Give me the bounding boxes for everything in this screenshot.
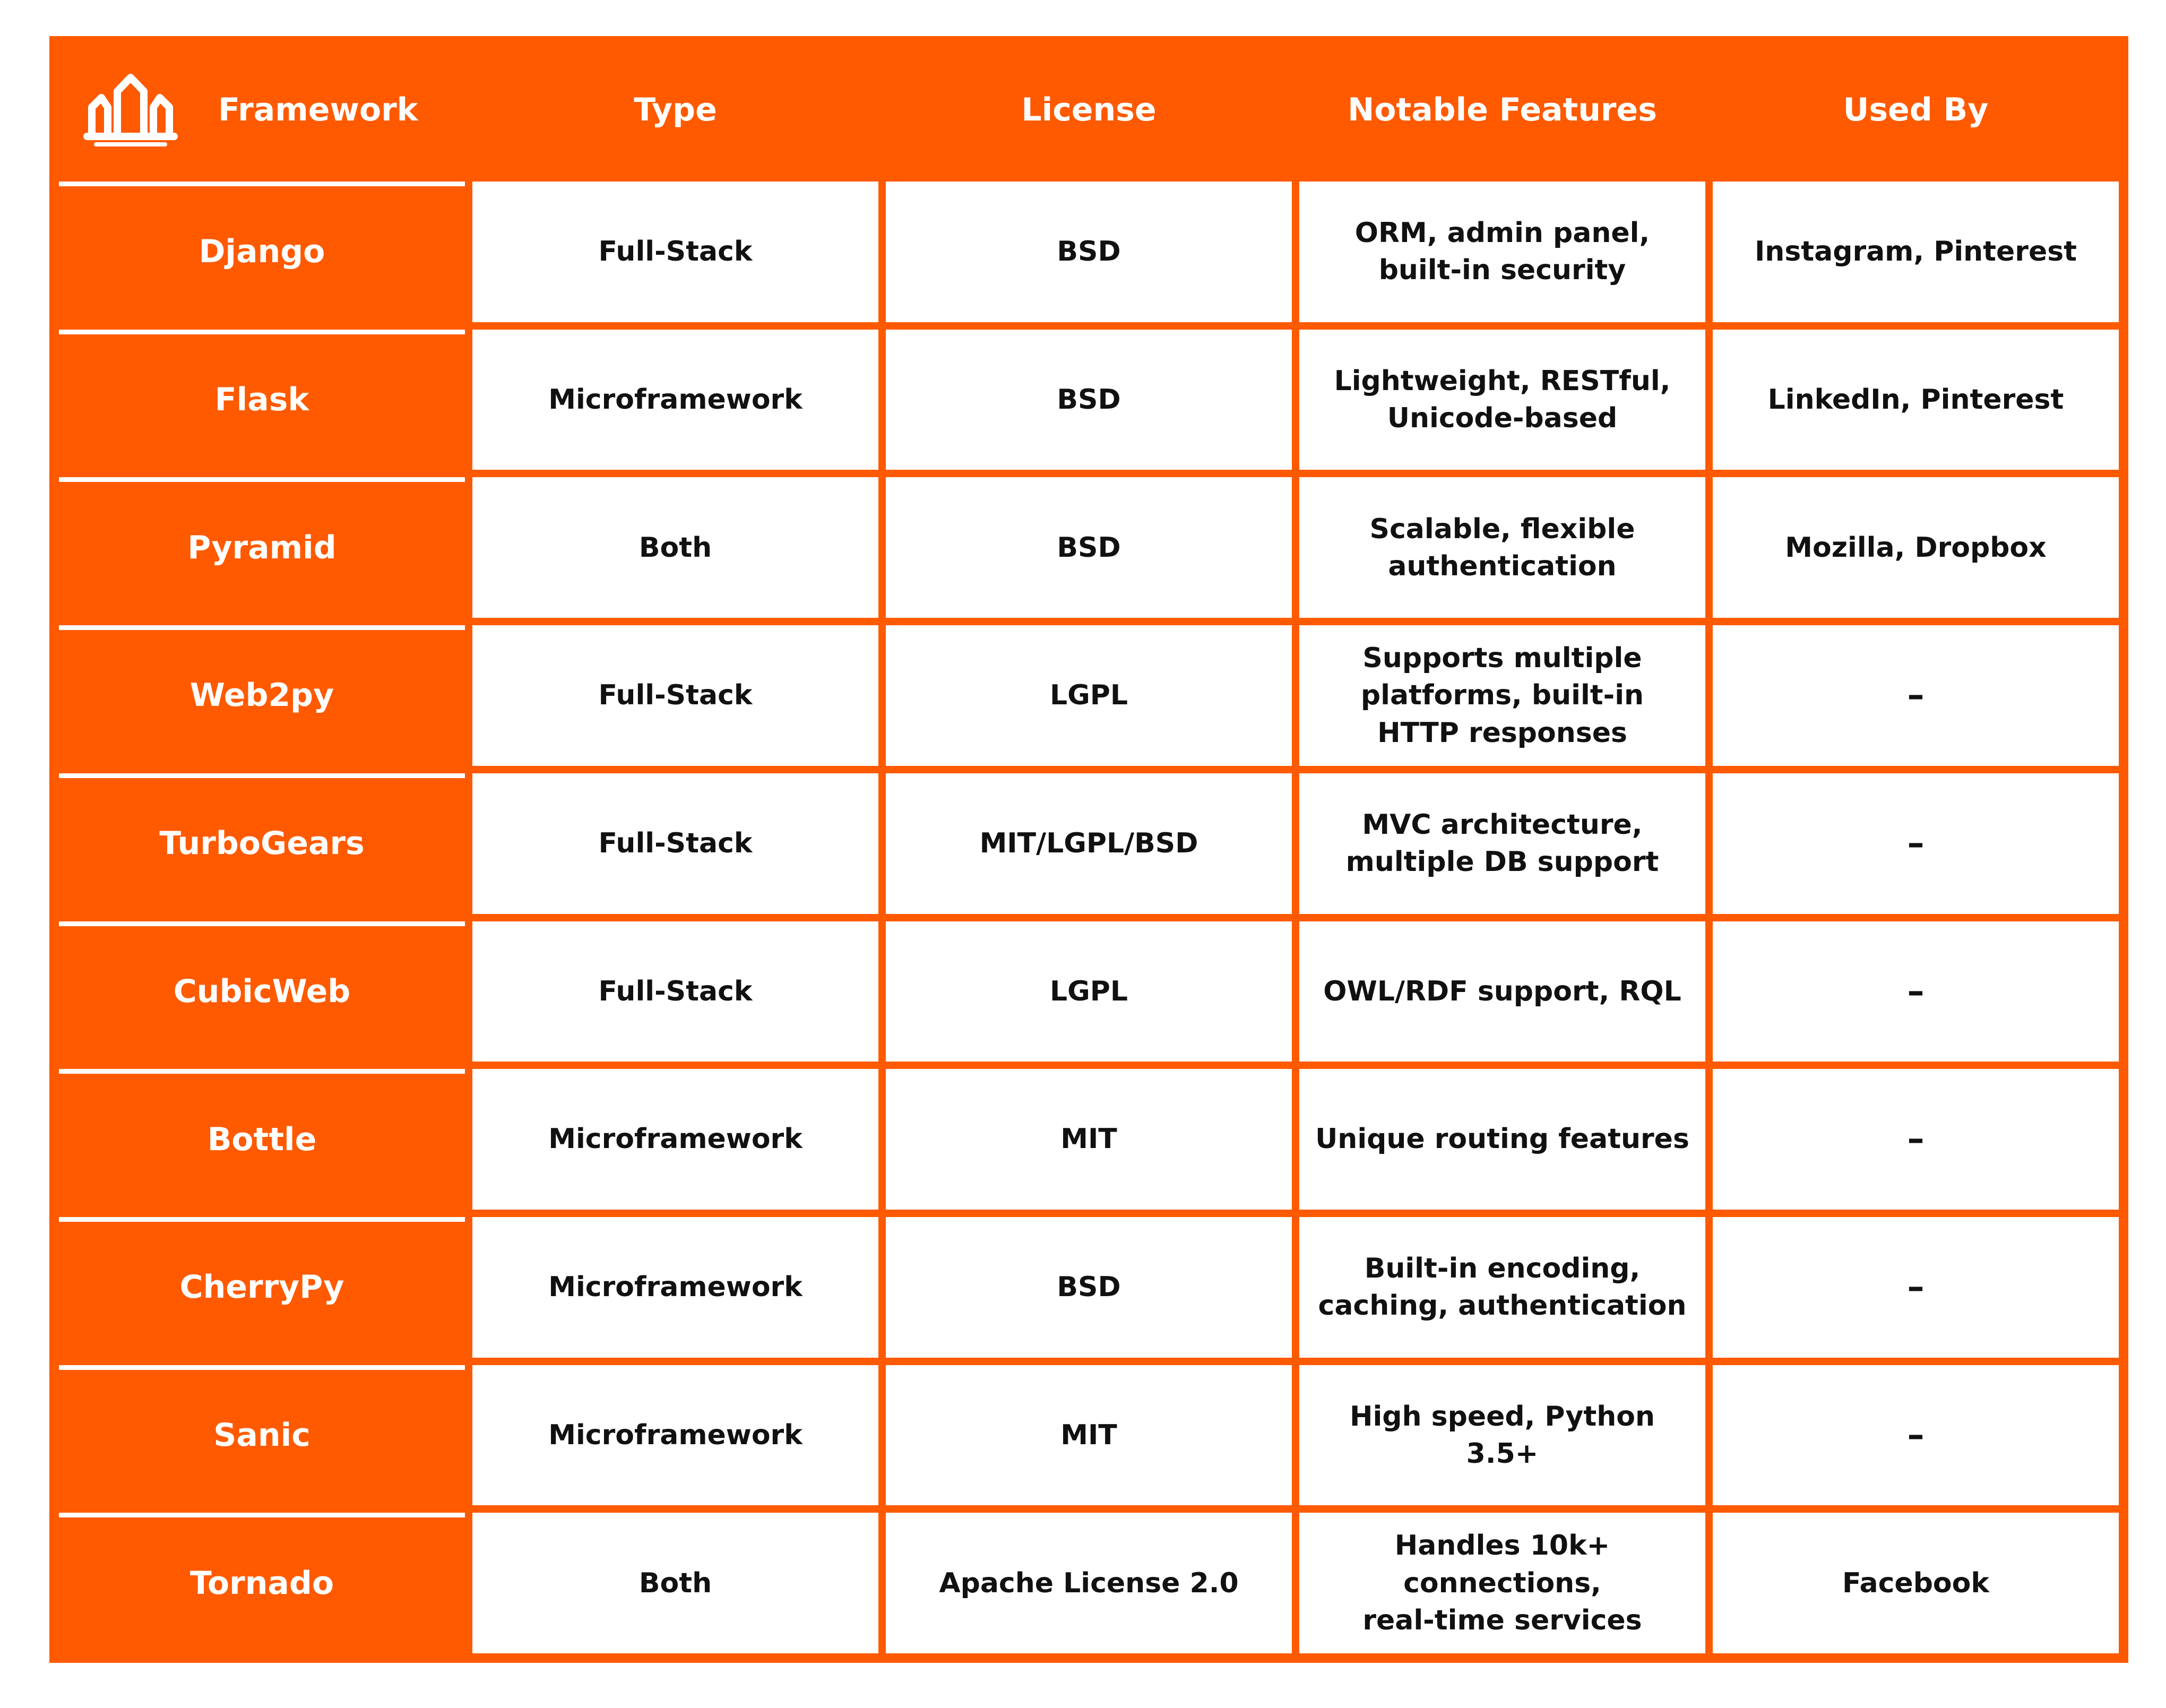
framework-cell: Django (59, 182, 465, 322)
type-cell: Microframework (472, 1069, 878, 1210)
license-cell: Apache License 2.0 (886, 1513, 1292, 1653)
header-used-by: Used By (1713, 46, 2119, 174)
framework-cell: TurboGears (59, 773, 465, 914)
type-cell: Microframework (472, 330, 878, 470)
type-cell: Full-Stack (472, 921, 878, 1062)
license-cell: BSD (886, 330, 1292, 470)
features-cell: ORM, admin panel, built-in security (1299, 182, 1705, 322)
features-cell: Built-in encoding, caching, authentication (1299, 1217, 1705, 1358)
frameworks-table (49, 36, 2128, 1663)
license-cell: MIT (886, 1365, 1292, 1506)
type-cell: Both (472, 1513, 878, 1653)
type-cell: Full-Stack (472, 182, 878, 322)
features-cell: Lightweight, RESTful, Unicode-based (1299, 330, 1705, 470)
features-cell: Supports multiple platforms, built-in HTTP responses (1299, 625, 1705, 766)
features-cell: Unique routing features (1299, 1069, 1705, 1210)
framework-cell: Tornado (59, 1513, 465, 1653)
type-cell: Full-Stack (472, 625, 878, 766)
castle-icon (80, 70, 181, 150)
header-type: Type (472, 46, 878, 174)
license-cell: MIT (886, 1069, 1292, 1210)
features-cell: MVC architecture, multiple DB support (1299, 773, 1705, 914)
framework-cell: Pyramid (59, 477, 465, 618)
used-by-cell: – (1713, 1217, 2119, 1358)
license-cell: BSD (886, 182, 1292, 322)
header-label: Framework (218, 91, 418, 128)
type-cell: Both (472, 477, 878, 618)
used-by-cell: Instagram, Pinterest (1713, 182, 2119, 322)
used-by-cell: – (1713, 1069, 2119, 1210)
used-by-cell: – (1713, 921, 2119, 1062)
license-cell: LGPL (886, 625, 1292, 766)
features-cell: Handles 10k+ connections, real-time services (1299, 1513, 1705, 1653)
framework-cell: CubicWeb (59, 921, 465, 1062)
framework-cell: Bottle (59, 1069, 465, 1210)
features-cell: High speed, Python 3.5+ (1299, 1365, 1705, 1506)
framework-cell: Sanic (59, 1365, 465, 1506)
framework-cell: Flask (59, 330, 465, 470)
header-framework (59, 46, 465, 174)
license-cell: BSD (886, 477, 1292, 618)
header-notable-features: Notable Features (1299, 46, 1705, 174)
framework-cell: Web2py (59, 625, 465, 766)
license-cell: BSD (886, 1217, 1292, 1358)
framework-cell: CherryPy (59, 1217, 465, 1358)
used-by-cell: – (1713, 625, 2119, 766)
used-by-cell: – (1713, 773, 2119, 914)
header-license: License (886, 46, 1292, 174)
type-cell: Microframework (472, 1365, 878, 1506)
used-by-cell: – (1713, 1365, 2119, 1506)
type-cell: Full-Stack (472, 773, 878, 914)
features-cell: Scalable, flexible authentication (1299, 477, 1705, 618)
type-cell: Microframework (472, 1217, 878, 1358)
license-cell: LGPL (886, 921, 1292, 1062)
used-by-cell: Mozilla, Dropbox (1713, 477, 2119, 618)
used-by-cell: LinkedIn, Pinterest (1713, 330, 2119, 470)
features-cell: OWL/RDF support, RQL (1299, 921, 1705, 1062)
license-cell: MIT/LGPL/BSD (886, 773, 1292, 914)
used-by-cell: Facebook (1713, 1513, 2119, 1653)
